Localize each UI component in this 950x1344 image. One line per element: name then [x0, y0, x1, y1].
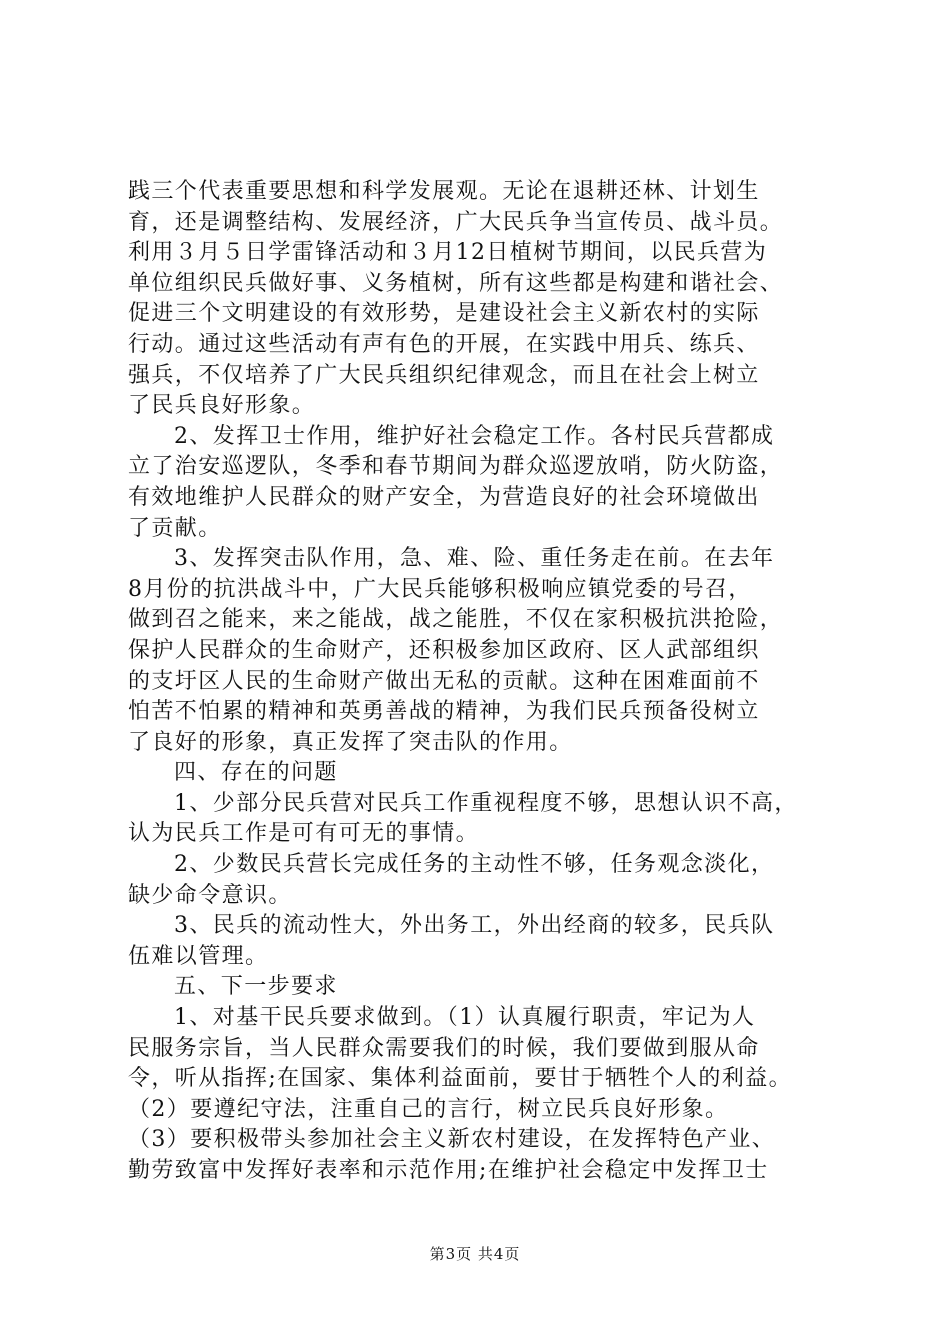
text-line: 保护人民群众的生命财产，还积极参加区政府、区人武部组织	[128, 637, 760, 663]
text-line: 怕苦不怕累的精神和英勇善战的精神，为我们民兵预备役树立	[128, 699, 760, 725]
text-line: 做到召之能来，来之能战，战之能胜，不仅在家积极抗洪抢险，	[128, 607, 784, 633]
text-line: 了贡献。	[128, 515, 222, 541]
text-line: 育，还是调整结构、发展经济，广大民兵争当宣传员、战斗员。	[128, 209, 784, 235]
text-line: 有效地维护人民群众的财产安全，为营造良好的社会环境做出	[128, 484, 760, 510]
text-line: 勤劳致富中发挥好表率和示范作用;在维护社会稳定中发挥卫士	[128, 1158, 769, 1183]
text-line: 强兵，不仅培养了广大民兵组织纪律观念，而且在社会上树立	[128, 362, 760, 388]
document-body	[128, 177, 840, 1187]
text-line: 8月份的抗洪战斗中，广大民兵能够积极响应镇党委的号召，	[128, 576, 752, 602]
text-line: 2、少数民兵营长完成任务的主动性不够，任务观念淡化，	[174, 852, 775, 878]
text-line: 民服务宗旨，当人民群众需要我们的时候，我们要做到服从命	[128, 1035, 760, 1061]
text-line: 2、发挥卫士作用，维护好社会稳定工作。各村民兵营都成	[174, 423, 775, 449]
text-line: 1、对基干民兵要求做到。（1）认真履行职责，牢记为人	[174, 1005, 756, 1031]
text-line: 行动。通过这些活动有声有色的开展，在实践中用兵、练兵、	[128, 331, 760, 357]
text-line: 伍难以管理。	[128, 943, 269, 969]
text-line: 践三个代表重要思想和科学发展观。无论在退耕还林、计划生	[128, 179, 760, 204]
text-line: 缺少命令意识。	[128, 882, 292, 908]
text-line: 令，听从指挥;在国家、集体利益面前，要甘于牺牲个人的利益。	[128, 1066, 793, 1092]
text-line: （2）要遵纪守法，注重自己的言行，树立民兵良好形象。	[128, 1096, 729, 1122]
text-line: 利用３月５日学雷锋活动和３月12日植树节期间，以民兵营为	[128, 240, 768, 266]
text-line: 五、下一步要求	[174, 974, 338, 1000]
text-line: 单位组织民兵做好事、义务植树，所有这些都是构建和谐社会、	[128, 270, 784, 296]
page-footer: 第3页 共4页	[429, 1245, 521, 1263]
text-line: 3、发挥突击队作用，急、难、险、重任务走在前。在去年	[174, 546, 775, 572]
text-line: 四、存在的问题	[174, 760, 338, 786]
text-line: 了良好的形象，真正发挥了突击队的作用。	[128, 729, 573, 755]
text-line: 1、少部分民兵营对民兵工作重视程度不够，思想认识不高，	[174, 790, 798, 816]
text-line: 认为民兵工作是可有可无的事情。	[128, 821, 480, 847]
text-line: 立了治安巡逻队，冬季和春节期间为群众巡逻放哨，防火防盗，	[128, 454, 784, 480]
text-line: 促进三个文明建设的有效形势，是建设社会主义新农村的实际	[128, 301, 760, 327]
text-line: 3、民兵的流动性大，外出务工，外出经商的较多，民兵队	[174, 913, 775, 939]
text-line: （3）要积极带头参加社会主义新农村建设，在发挥特色产业、	[128, 1127, 776, 1153]
text-line: 了民兵良好形象。	[128, 393, 316, 419]
text-line: 的支圩区人民的生命财产做出无私的贡献。这种在困难面前不	[128, 668, 760, 694]
